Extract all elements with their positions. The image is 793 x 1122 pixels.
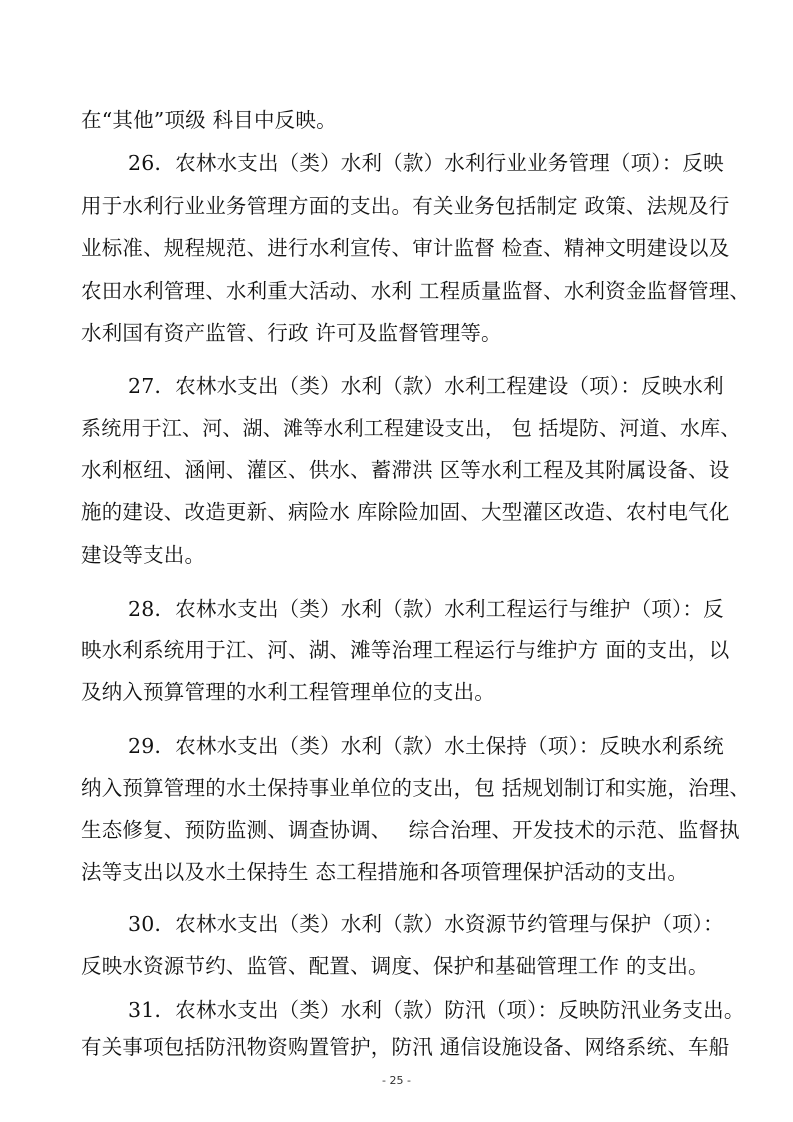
paragraph-26-line-4: 农田水利管理、水利重大活动、水利 工程质量监督、水利资金监督管理、 (81, 279, 751, 303)
paragraph-27-line-3: 水利枢纽、涵闸、灌区、供水、蓄滞洪 区等水利工程及其附属设备、设 (81, 458, 730, 482)
paragraph-29-line-3: 生态修复、预防监测、调查协调、 综合治理、开发技术的示范、监督执 (81, 818, 740, 842)
paragraph-28-line-1: 28．农林水支出（类）水利（款）水利工程运行与维护（项）：反 (128, 597, 724, 621)
paragraph-26-line-3: 业标准、规程规范、进行水利宣传、审计监督 检查、精神文明建设以及 (81, 236, 730, 260)
paragraph-27-line-4: 施的建设、改造更新、病险水 库除险加固、大型灌区改造、农村电气化 (81, 500, 730, 524)
paragraph-27-line-5: 建设等支出。 (81, 543, 206, 567)
paragraph-30-line-2: 反映水资源节约、监管、配置、调度、保护和基础管理工作 的支出。 (81, 954, 709, 978)
paragraph-29-line-2: 纳入预算管理的水土保持事业单位的支出，包 括规划制订和实施，治理、 (81, 776, 751, 800)
paragraph-26-line-5: 水利国有资产监管、行政 许可及监督管理等。 (81, 321, 502, 345)
paragraph-30-line-1: 30．农林水支出（类）水利（款）水资源节约管理与保护（项）： (128, 912, 724, 936)
paragraph-28-line-3: 及纳入预算管理的水利工程管理单位的支出。 (81, 680, 495, 704)
paragraph-27-line-2: 系统用于江、河、湖、滩等水利工程建设支出， 包 括堤防、河道、水库、 (81, 416, 741, 440)
paragraph-31-line-1: 31．农林水支出（类）水利（款）防汛（项）：反映防汛业务支出。 (128, 998, 745, 1022)
paragraph-29-line-4: 法等支出以及水土保持生 态工程措施和各项管理保护活动的支出。 (81, 860, 689, 884)
paragraph-26-line-2: 用于水利行业业务管理方面的支出。有关业务包括制定 政策、法规及行 (81, 194, 730, 218)
paragraph-28-line-2: 映水利系统用于江、河、湖、滩等治理工程运行与维护方 面的支出，以 (81, 638, 730, 662)
page-number: - 25 - (382, 1074, 411, 1087)
intro-line: 在“其他”项级 科目中反映。 (81, 108, 337, 132)
paragraph-27-line-1: 27．农林水支出（类）水利（款）水利工程建设（项）：反映水利 (128, 374, 724, 398)
paragraph-31-line-2: 有关事项包括防汛物资购置管护，防汛 通信设施设备、网络系统、车船 (81, 1035, 730, 1059)
paragraph-29-line-1: 29．农林水支出（类）水利（款）水土保持（项）：反映水利系统 (128, 734, 724, 758)
paragraph-26-line-1: 26．农林水支出（类）水利（款）水利行业业务管理（项）：反映 (128, 151, 724, 175)
